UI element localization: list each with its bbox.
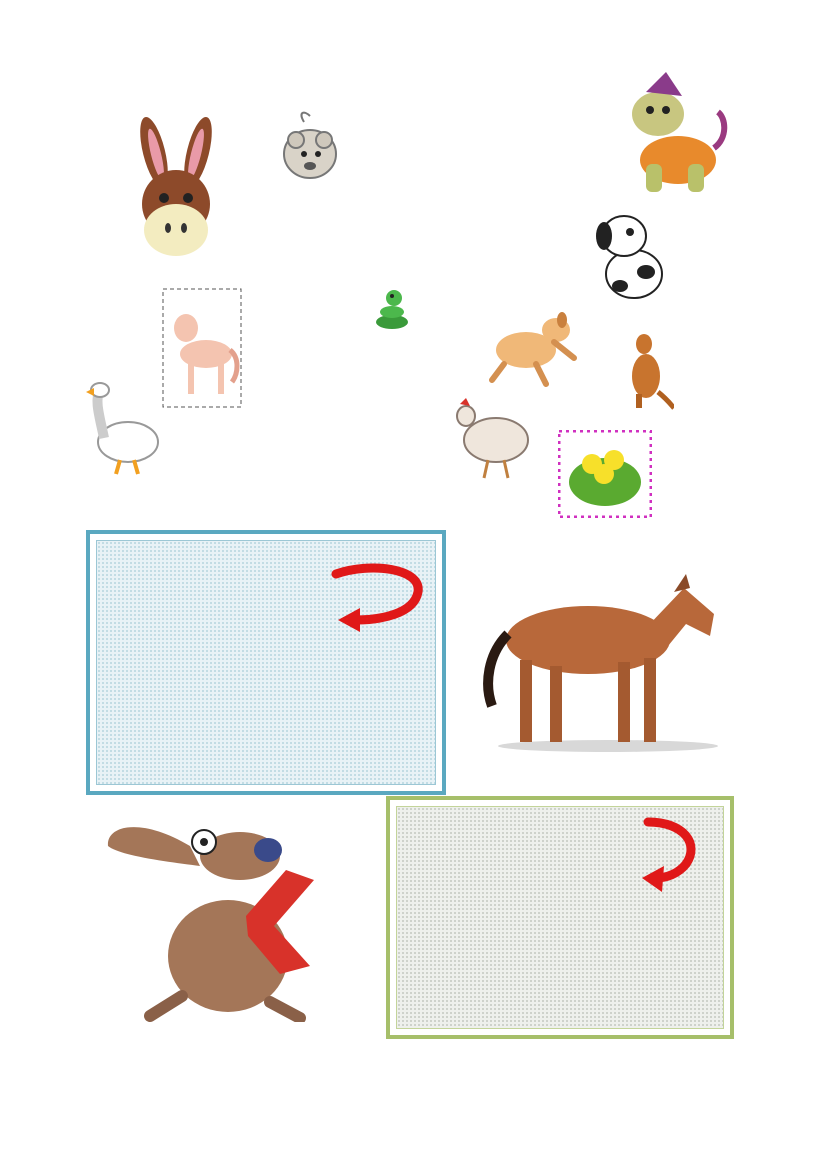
bat-border-bottom xyxy=(0,1128,826,1168)
pony-picture xyxy=(162,288,242,408)
toy-horse-picture xyxy=(626,68,738,196)
bat-border-left xyxy=(40,0,80,1169)
chicks-in-nest-picture xyxy=(558,430,652,518)
kangaroo-cartoon-picture xyxy=(100,806,360,1022)
bat-border-right xyxy=(756,0,796,1169)
donkey-head-picture xyxy=(134,112,218,262)
curved-arrow-icon xyxy=(330,562,430,632)
across-panel xyxy=(86,530,446,795)
mouse-picture xyxy=(274,110,346,190)
hen-picture xyxy=(448,396,540,482)
puppy-picture xyxy=(590,206,676,304)
horse-picture xyxy=(478,574,728,754)
snake-picture xyxy=(372,284,412,332)
down-panel xyxy=(386,796,734,1039)
goose-picture xyxy=(82,378,162,478)
dog-running-picture xyxy=(486,308,580,388)
kangaroo-picture xyxy=(622,322,674,410)
curved-arrow-icon xyxy=(640,814,710,894)
